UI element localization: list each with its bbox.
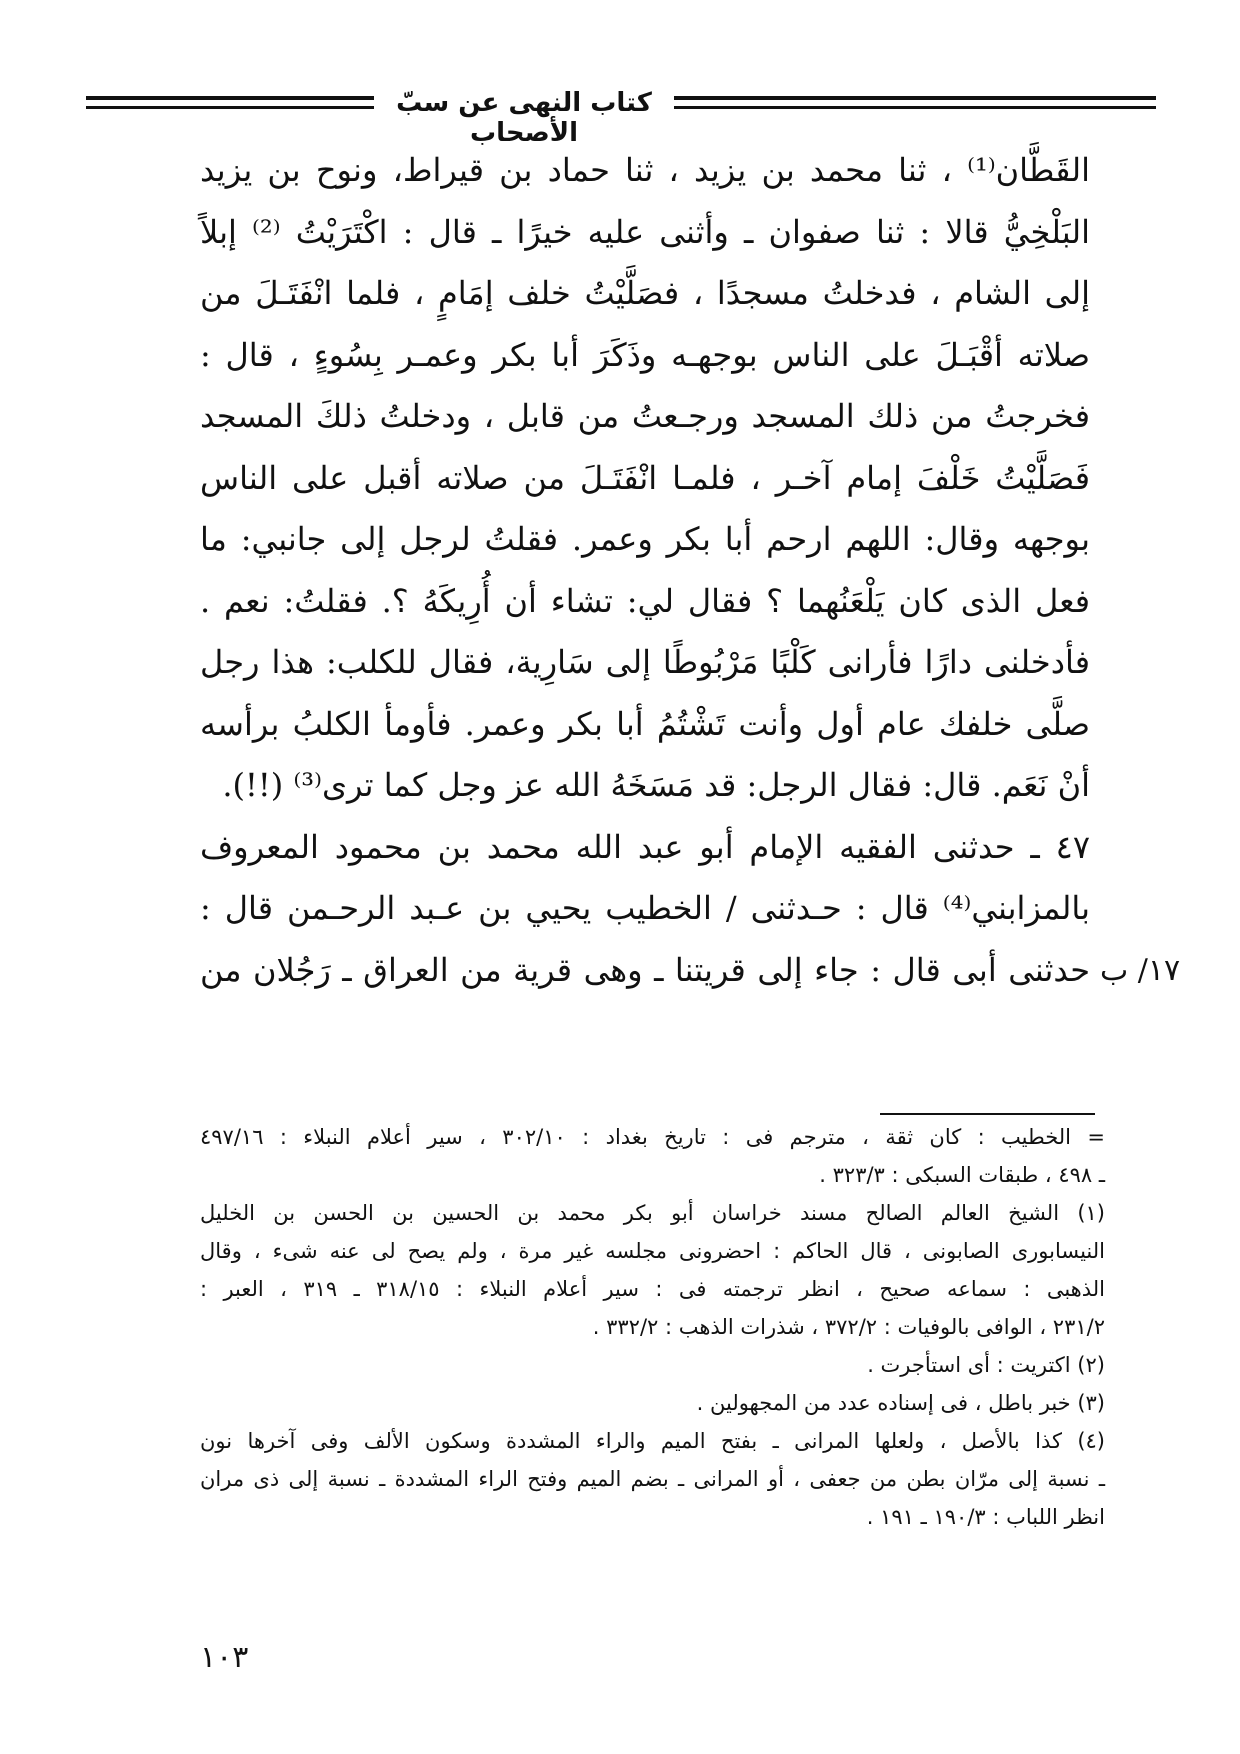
footnote-line: ـ ٤٩٨ ، طبقات السبكى : ٣٢٣/٣ .	[819, 1163, 1105, 1187]
footnote-line: ٢٣١/٢ ، الوافى بالوفيات : ٣٧٢/٢ ، شذرات الذهب : ٣٣٢/٢ .	[592, 1315, 1105, 1339]
footnote-line: (٢) اكتريت : أى استأجرت .	[867, 1353, 1105, 1377]
footnote-separator	[880, 1113, 1095, 1115]
header-rule-right-top	[674, 96, 1156, 100]
footnotes	[200, 1118, 1105, 1536]
footnote-line: (٤) كذا بالأصل ، ولعلها المرانى ـ بفتح الميم والراء المشددة وسكون الألف وفى آخرها نون	[200, 1429, 1105, 1453]
main-line: بوجهه وقال: اللهم ارحم أبا بكر وعمر. فقلتُ لرجل إلى جانبي: ما	[200, 520, 1090, 558]
main-line: ٤٧ ـ حدثنى الفقيه الإمام أبو عبد الله محمد بن محمود المعروف	[200, 827, 1091, 866]
page-number: ١٠٣	[200, 1640, 249, 1675]
running-header	[86, 84, 1156, 148]
footnote-line: (١) الشيخ العالم الصالح مسند خراسان أبو بكر محمد بن الحسين بن الحسن بن الخليل	[200, 1201, 1105, 1225]
main-line: فخرجتُ من ذلك المسجد ورجـعتُ من قابل ، ودخلتُ ذلكَ المسجد	[200, 397, 1090, 435]
main-text	[200, 140, 1090, 1001]
main-line: صلَّى خلفك عام أول وأنت تَشْتُمُ أبا بكر وعمر. فأومأ الكلبُ برأسه	[200, 704, 1090, 743]
main-line: البَلْخِيُّ قالا : ثنا صفوان ـ وأثنى عليه خيرًا ـ قال : اكْتَرَيْتُ ⁽²⁾ إبلاً	[200, 212, 1091, 251]
footnote-line: انظر اللباب : ١٩٠/٣ ـ ١٩١ .	[866, 1505, 1105, 1529]
main-line: إلى الشام ، فدخلتُ مسجدًا ، فصَلَّيْتُ خلف إمَامٍ ، فلما انْفَتَـلَ من	[200, 274, 1090, 312]
main-line: بالمزابني⁽⁴⁾ قال : حـدثنى / الخطيب يحيي بن عـبد الرحـمن قال :	[200, 889, 1090, 927]
main-line: فأدخلنى دارًا فأرانى كَلْبًا مَرْبُوطًا إلى سَارِية، فقال للكلب: هذا رجل	[200, 643, 1091, 681]
folio-marginal-note: ١٧/ ب	[1100, 953, 1181, 988]
footnote-line: ـ نسبة إلى مرّان بطن من جعفى ، أو المرانى ـ بضم الميم وفتح الراء المشددة ـ نسبة إلى ذى مران	[200, 1467, 1105, 1491]
footnote-line: النيسابورى الصابونى ، قال الحاكم : احضرونى مجلسه غير مرة ، ولم يصح لى عنه شىء ، وقال	[200, 1239, 1105, 1263]
main-line: فَصَلَّيْتُ خَلْفَ إمام آخـر ، فلمـا انْفَتَـلَ من صلاته أقبل على الناس	[200, 458, 1091, 497]
footnote-line: = الخطيب : كان ثقة ، مترجم فى : تاريخ بغداد : ٣٠٢/١٠ ، سير أعلام النبلاء : ٤٩٧/١٦	[200, 1125, 1105, 1149]
header-rule-left-bottom	[86, 106, 374, 109]
header-title: كتاب النهى عن سبّ الأصحاب	[396, 88, 652, 148]
main-line: القَطَّان⁽¹⁾ ، ثنا محمد بن يزيد ، ثنا حماد بن قيراط، ونوح بن يزيد	[200, 151, 1090, 189]
footnote-line: (٣) خبر باطل ، فى إسناده عدد من المجهولين .	[696, 1391, 1105, 1415]
footnote-line: الذهبى : سماعه صحيح ، انظر ترجمته فى : سير أعلام النبلاء : ٣١٨/١٥ ـ ٣١٩ ، العبر :	[200, 1277, 1105, 1301]
main-line: فعل الذى كان يَلْعَنُهما ؟ فقال لي: تشاء أن أُرِيكَهُ ؟. فقلتُ: نعم .	[200, 581, 1091, 620]
main-line: صلاته أقْبَـلَ على الناس بوجهـه وذَكَرَ أبا بكر وعمـر بِسُوءٍ ، قال :	[200, 335, 1090, 374]
main-line: حدثنى أبى قال : جاء إلى قريتنا ـ وهى قرية من العراق ـ رَجُلان من	[200, 950, 1090, 989]
main-line: أنْ نَعَم. قال: فقال الرجل: قد مَسَخَهُ الله عز وجل كما ترى⁽³⁾ (!!).	[222, 766, 1090, 804]
header-rule-right-bottom	[674, 106, 1156, 109]
header-rule-left-top	[86, 96, 374, 100]
